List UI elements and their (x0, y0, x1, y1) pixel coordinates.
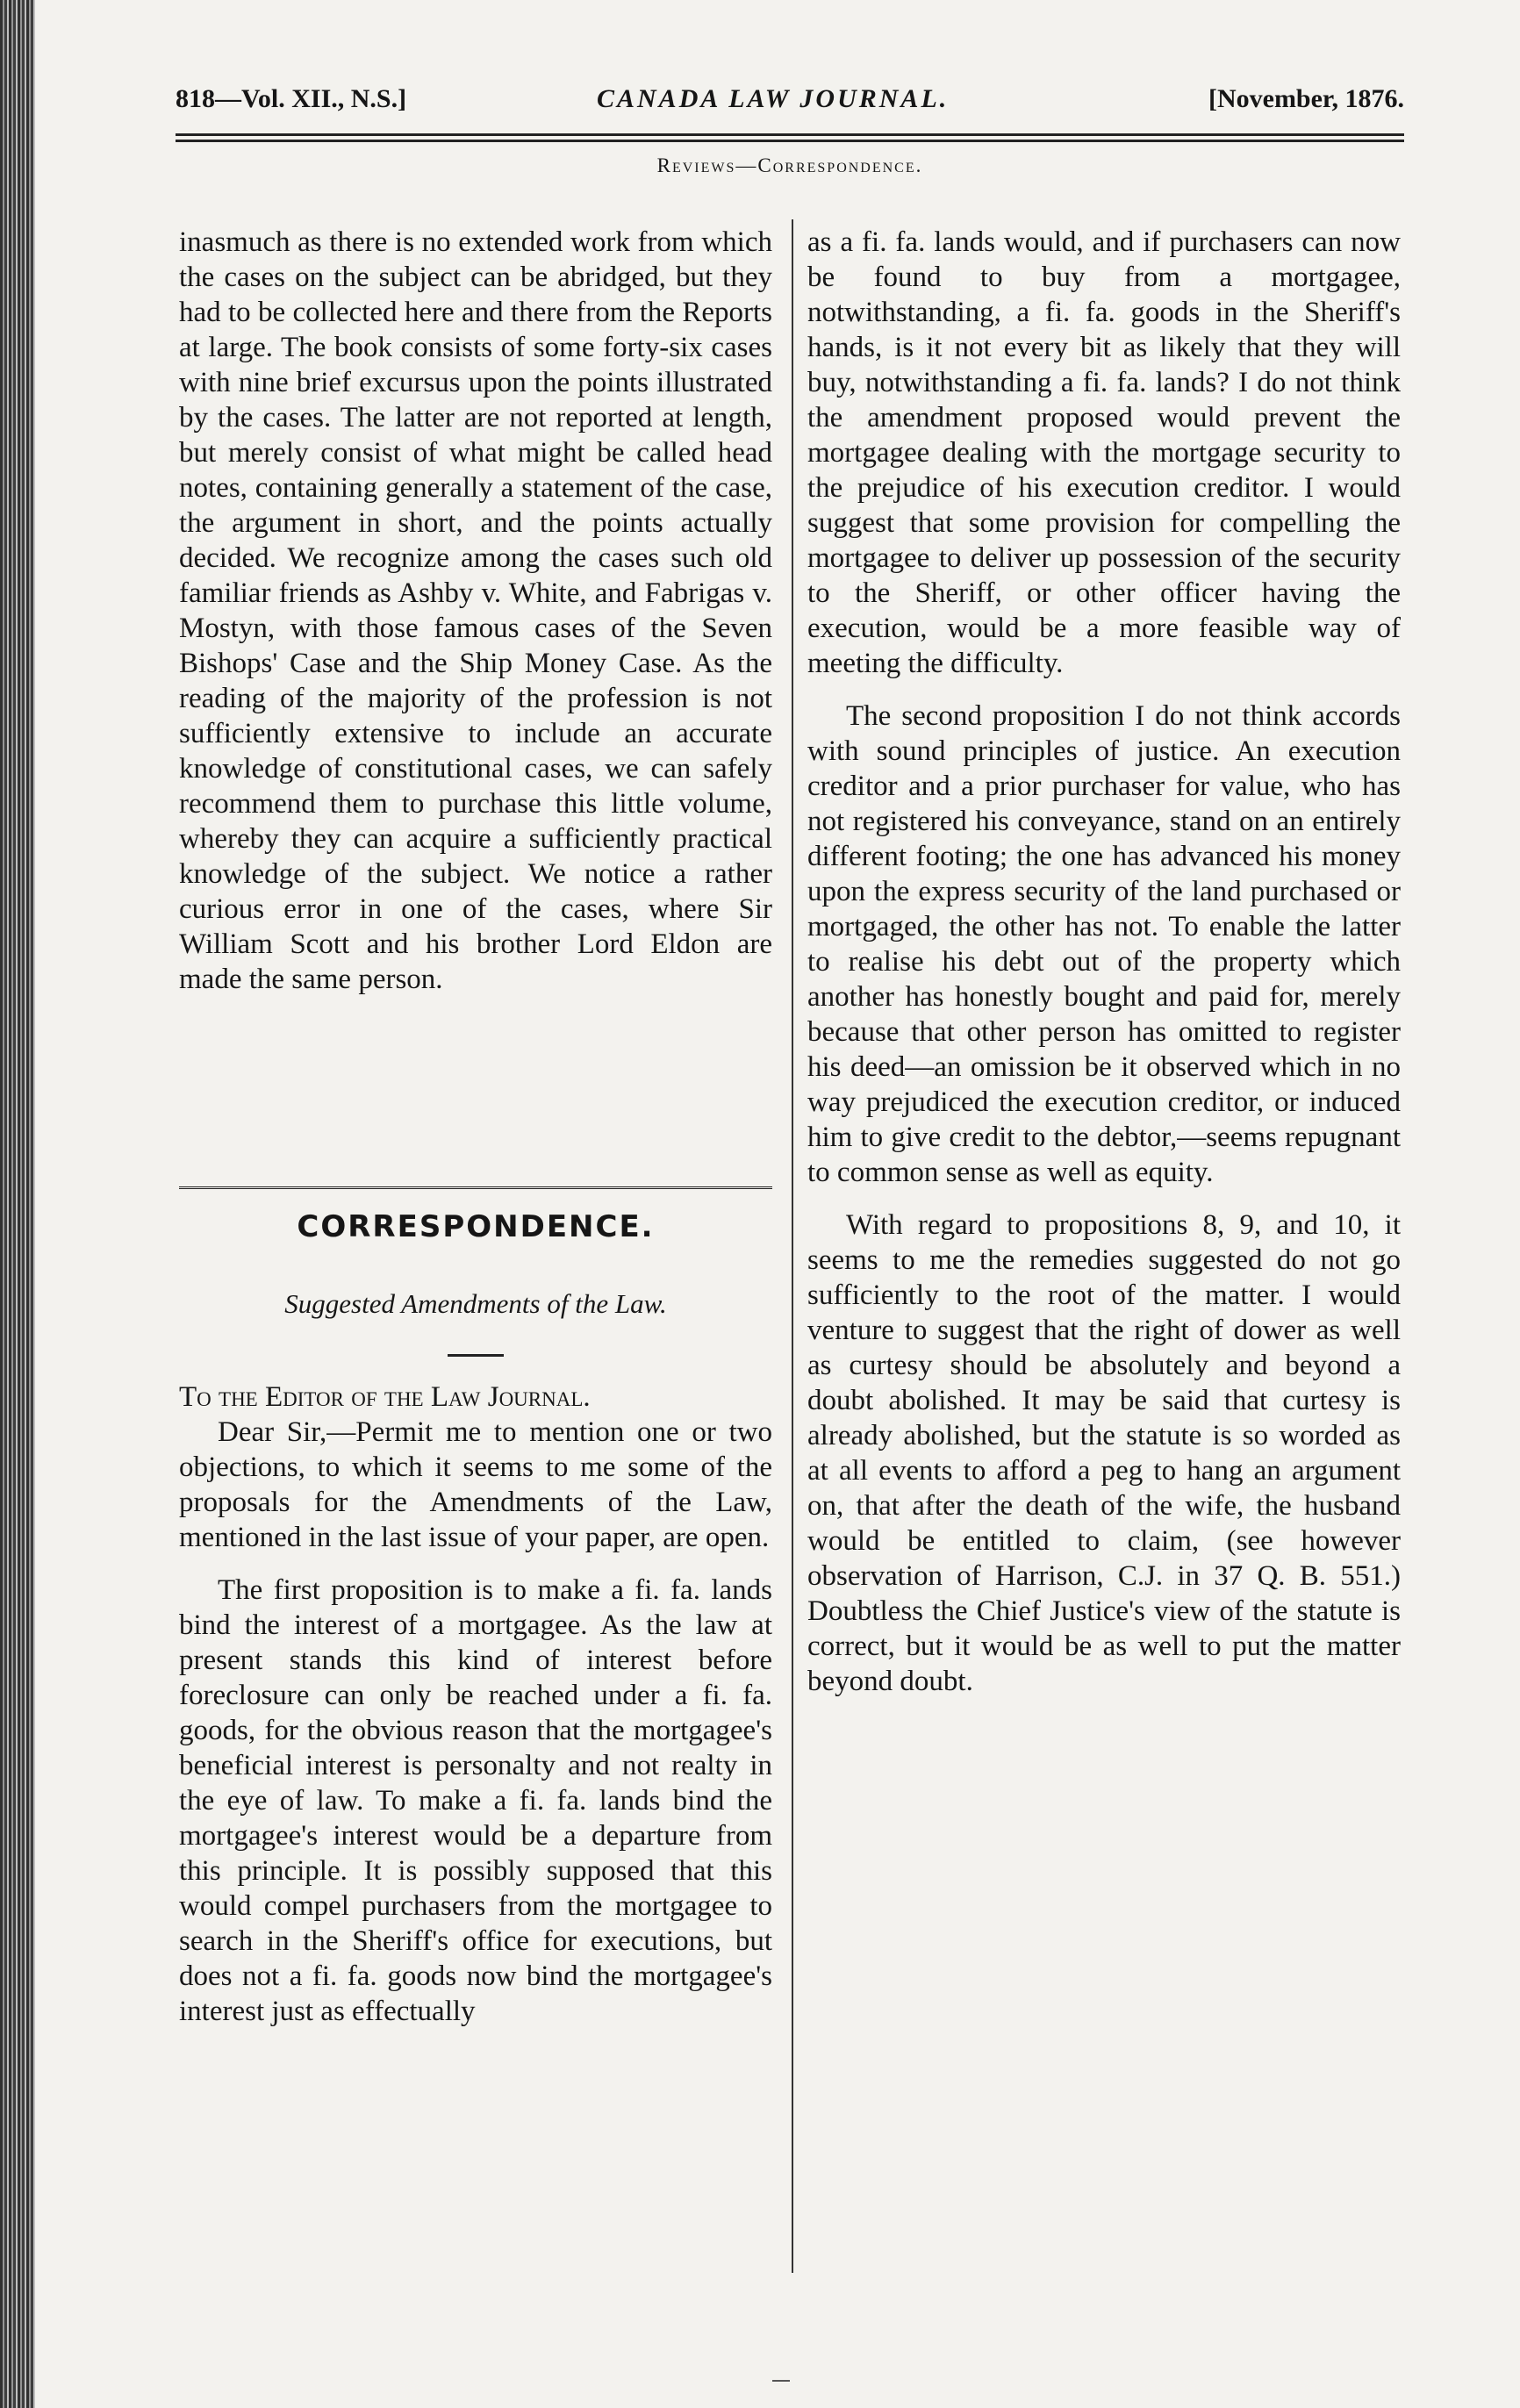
letter-paragraph-5: With regard to propositions 8, 9, and 10, it seems to me the remedies suggested do not go sufficiently to the root of the matter. I would venture to suggest that the right of dower as well as curtesy should be absolutely and beyond a doubt abolished. It may be said that curtesy is already abolished, but the statute is so worded as at all events to afford a peg to hang an argument on, that after the death of the wife, the husband would be entitled to claim, (see however observation of Harrison, C.J. in 37 Q. B. 551.) Doubtless the Chief Justice's view of the statute is correct, but it would be as well to put the matter beyond doubt. (807, 1209, 1401, 1697)
letter-paragraph-4: The second proposition I do not think accords with sound principles of justice. An execution creditor and a prior purchaser for value, who has not registered his conveyance, stand on an entirely different footing; the one has advanced his money upon the express security of the land purchased or mortgaged, the other has not. To enable the latter to realise his debt out of the property which another has honestly bought and paid for, merely because that other person has omitted to register his deed—an omission be it observed which in no way prejudiced the execution creditor, or induced him to give credit to the debtor,—seems repugnant to common sense as well as equity. (807, 700, 1401, 1188)
book-binding-edge (0, 0, 35, 2408)
review-paragraph: inasmuch as there is no extended work from which the cases on the subject can be abridged, but they had to be collected here and there from the Reports at large. The book consists of some forty-six cases with nine brief excursus upon the points illustrated by the cases. The latter are not reported at length, but merely consist of what might be called head notes, containing generally a statement of the case, the argument in short, and the points actually decided. We recognize among the cases such old familiar friends as Ashby v. White, and Fabrigas v. Mostyn, with those famous cases of the Seven Bishops' Case and the Ship Money Case. As the reading of the majority of the profession is not sufficiently extensive to include an accurate knowledge of constitutional cases, we can safely recommend them to purchase this little volume, whereby they can acquire a sufficiently practical knowledge of the subject. We notice a rather curious error in one of the cases, where Sir William Scott and his brother Lord Eldon are made the same person. (179, 226, 772, 995)
letter-salutation: To the Editor of the Law Journal. (179, 1381, 591, 1413)
right-column-letter (807, 225, 1401, 1699)
section-subheader: Reviews—Correspondence. (656, 154, 923, 176)
page-volume-label: 818—Vol. XII., N.S.] (176, 84, 407, 113)
issue-date: [November, 1876. (1208, 84, 1404, 113)
letter-paragraph-3: as a fi. fa. lands would, and if purchasers can now be found to buy from a mortgagee, notwithstanding, a fi. fa. goods in the Sheriff's hands, is it not every bit as likely that they will buy, notwithstanding a fi. fa. lands? I do not think the amendment proposed would prevent the mortgagee dealing with the mortgage security to the prejudice of his execution creditor. I would suggest that some provision for compelling the mortgagee to deliver up possession of the security to the Sheriff, or other officer having the execution, would be a more feasible way of meeting the difficulty. (807, 226, 1401, 679)
letter-paragraph-1: Dear Sir,—Permit me to mention one or two objections, to which it seems to me some of the proposals for the Amendments of the Law, mentioned in the last issue of your paper, are open. (179, 1416, 772, 1553)
correspondence-heading: CORRESPONDENCE. (297, 1209, 655, 1244)
subtitle-rule (448, 1354, 504, 1357)
left-column-review (179, 225, 772, 997)
header-rule-top (176, 133, 1404, 136)
letter-paragraph-2: The first proposition is to make a fi. fa. lands bind the interest of a mortgagee. As the law at present stands this kind of interest before foreclosure can only be reached under a fi. fa. goods, for the obvious reason that the mortgagee's beneficial interest is personalty and not realty in the eye of law. To make a fi. fa. lands bind the mortgagee's interest would be a departure from this principle. It is possibly supposed that this would compel purchasers from the mortgagee to search in the Sheriff's office for executions, but does not a fi. fa. goods now bind the mortgagee's interest just as effectually (179, 1574, 772, 2027)
journal-title: CANADA LAW JOURNAL. (597, 84, 950, 113)
correspondence-subtitle: Suggested Amendments of the Law. (284, 1288, 667, 1319)
page-bottom-mark (772, 2380, 790, 2382)
header-rule-bottom (176, 140, 1404, 142)
column-divider (792, 219, 793, 2273)
running-header (176, 84, 1404, 130)
left-column-letter (179, 1380, 772, 2029)
section-divider-rule (179, 1186, 772, 1189)
